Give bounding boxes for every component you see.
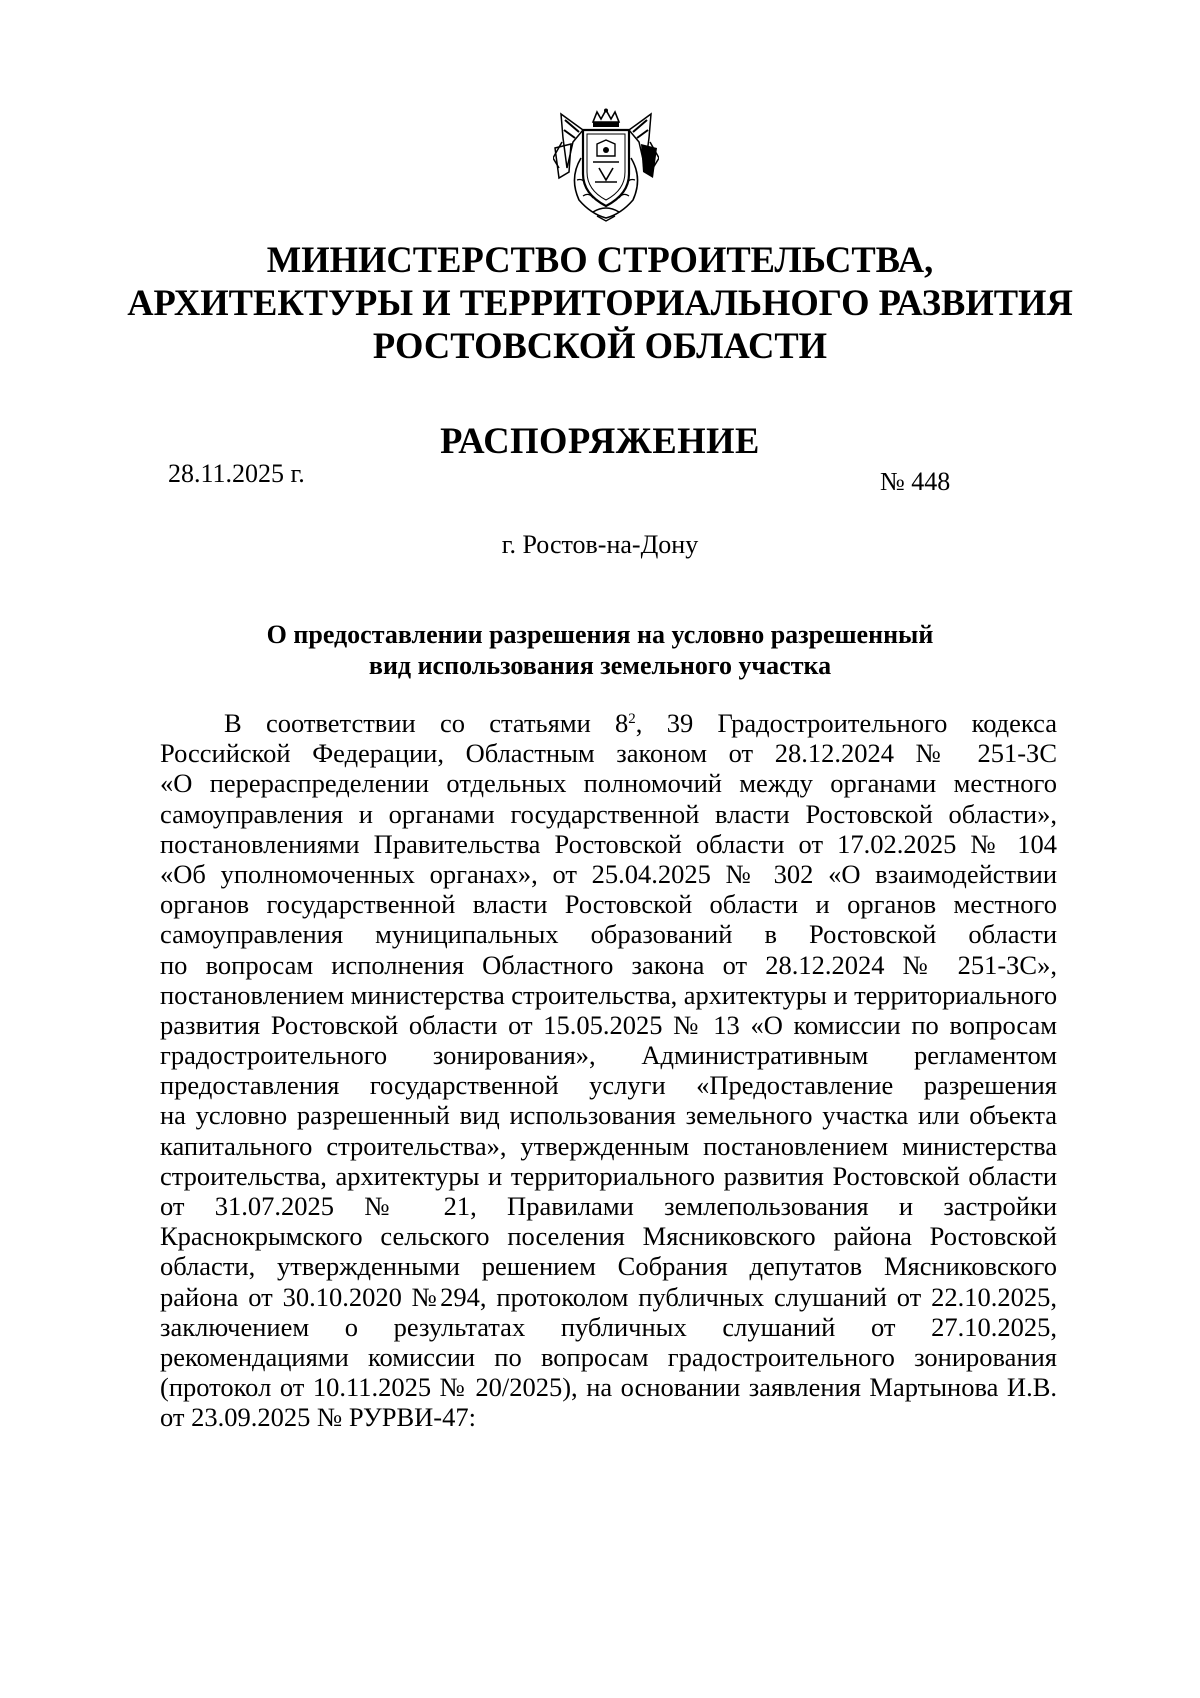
coat-of-arms-icon	[553, 108, 659, 222]
body-line: (протокол от 10.11.2025 № 20/2025), на основании заявления Мартынова И.В.	[160, 1372, 1057, 1403]
body-line: «О перераспределении отдельных полномочий между органами местного	[160, 768, 1057, 799]
body-text-segment: , 39 Градостроительного кодекса	[635, 708, 1057, 738]
body-line: рекомендациями комиссии по вопросам градостроительного зонирования	[160, 1341, 1057, 1372]
body-line: от 31.07.2025 № 21, Правилами землепользования и застройки	[160, 1191, 1057, 1221]
document-type-title: РАСПОРЯЖЕНИЕ	[440, 420, 760, 461]
body-line: постановлениями Правительства Ростовской области от 17.02.2025 № 104	[160, 828, 1057, 859]
document-subject	[200, 619, 1000, 681]
body-line: самоуправления муниципальных образований в Ростовской области	[160, 919, 1057, 950]
ministry-name-line: МИНИСТЕРСТВО СТРОИТЕЛЬСТВА,	[266, 239, 934, 280]
body-line: органов государственной власти Ростовской области и органов местного	[160, 889, 1057, 920]
body-line: капитального строительства», утвержденным постановлением министерства	[160, 1130, 1057, 1161]
body-line: градостроительного зонирования», Административным регламентом	[160, 1040, 1057, 1071]
body-line: Краснокрымского сельского поселения Мясниковского района Ростовской	[160, 1221, 1057, 1252]
ministry-name-line: РОСТОВСКОЙ ОБЛАСТИ	[372, 325, 828, 366]
body-line: развития Ростовской области от 15.05.2025 № 13 «О комиссии по вопросам	[160, 1009, 1057, 1040]
body-line: заключением о результатах публичных слушаний от 27.10.2025,	[160, 1311, 1057, 1342]
body-line: области, утвержденными решением Собрания депутатов Мясниковского	[160, 1251, 1057, 1282]
body-line	[160, 708, 1057, 738]
body-line: самоуправления и органами государственной власти Ростовской области»,	[160, 798, 1057, 829]
body-line: по вопросам исполнения Областного закона от 28.12.2024 № 251-ЗС»,	[160, 949, 1057, 980]
ministry-name-line: АРХИТЕКТУРЫ И ТЕРРИТОРИАЛЬНОГО РАЗВИТИЯ	[127, 282, 1073, 323]
subject-line: О предоставлении разрешения на условно разрешенный	[266, 620, 934, 649]
body-line: Российской Федерации, Областным законом от 28.12.2024 № 251-ЗС	[160, 738, 1057, 769]
body-line: строительства, архитектуры и территориального развития Ростовской области	[160, 1160, 1057, 1191]
document-body	[160, 708, 1057, 1433]
document-city: г. Ростов-на-Дону	[501, 530, 699, 559]
ministry-name	[100, 238, 1100, 367]
body-line: района от 30.10.2020 №294, протоколом публичных слушаний от 22.10.2025,	[160, 1281, 1057, 1312]
document-date: 28.11.2025 г.	[168, 459, 305, 488]
body-line: от 23.09.2025 № РУРВИ-47:	[160, 1402, 476, 1433]
body-line: «Об уполномоченных органах», от 25.04.2025 № 302 «О взаимодействии	[160, 858, 1057, 889]
body-line: постановлением министерства строительства, архитектуры и территориального	[160, 979, 1058, 1010]
body-line: на условно разрешенный вид использования земельного участка или объекта	[160, 1100, 1057, 1131]
body-text-segment: В соответствии со статьями 8	[224, 708, 629, 738]
document-number: № 448	[880, 467, 951, 496]
superscript: 2	[628, 711, 636, 727]
body-line: предоставления государственной услуги «Предоставление разрешения	[160, 1070, 1057, 1101]
subject-line: вид использования земельного участка	[368, 651, 832, 680]
